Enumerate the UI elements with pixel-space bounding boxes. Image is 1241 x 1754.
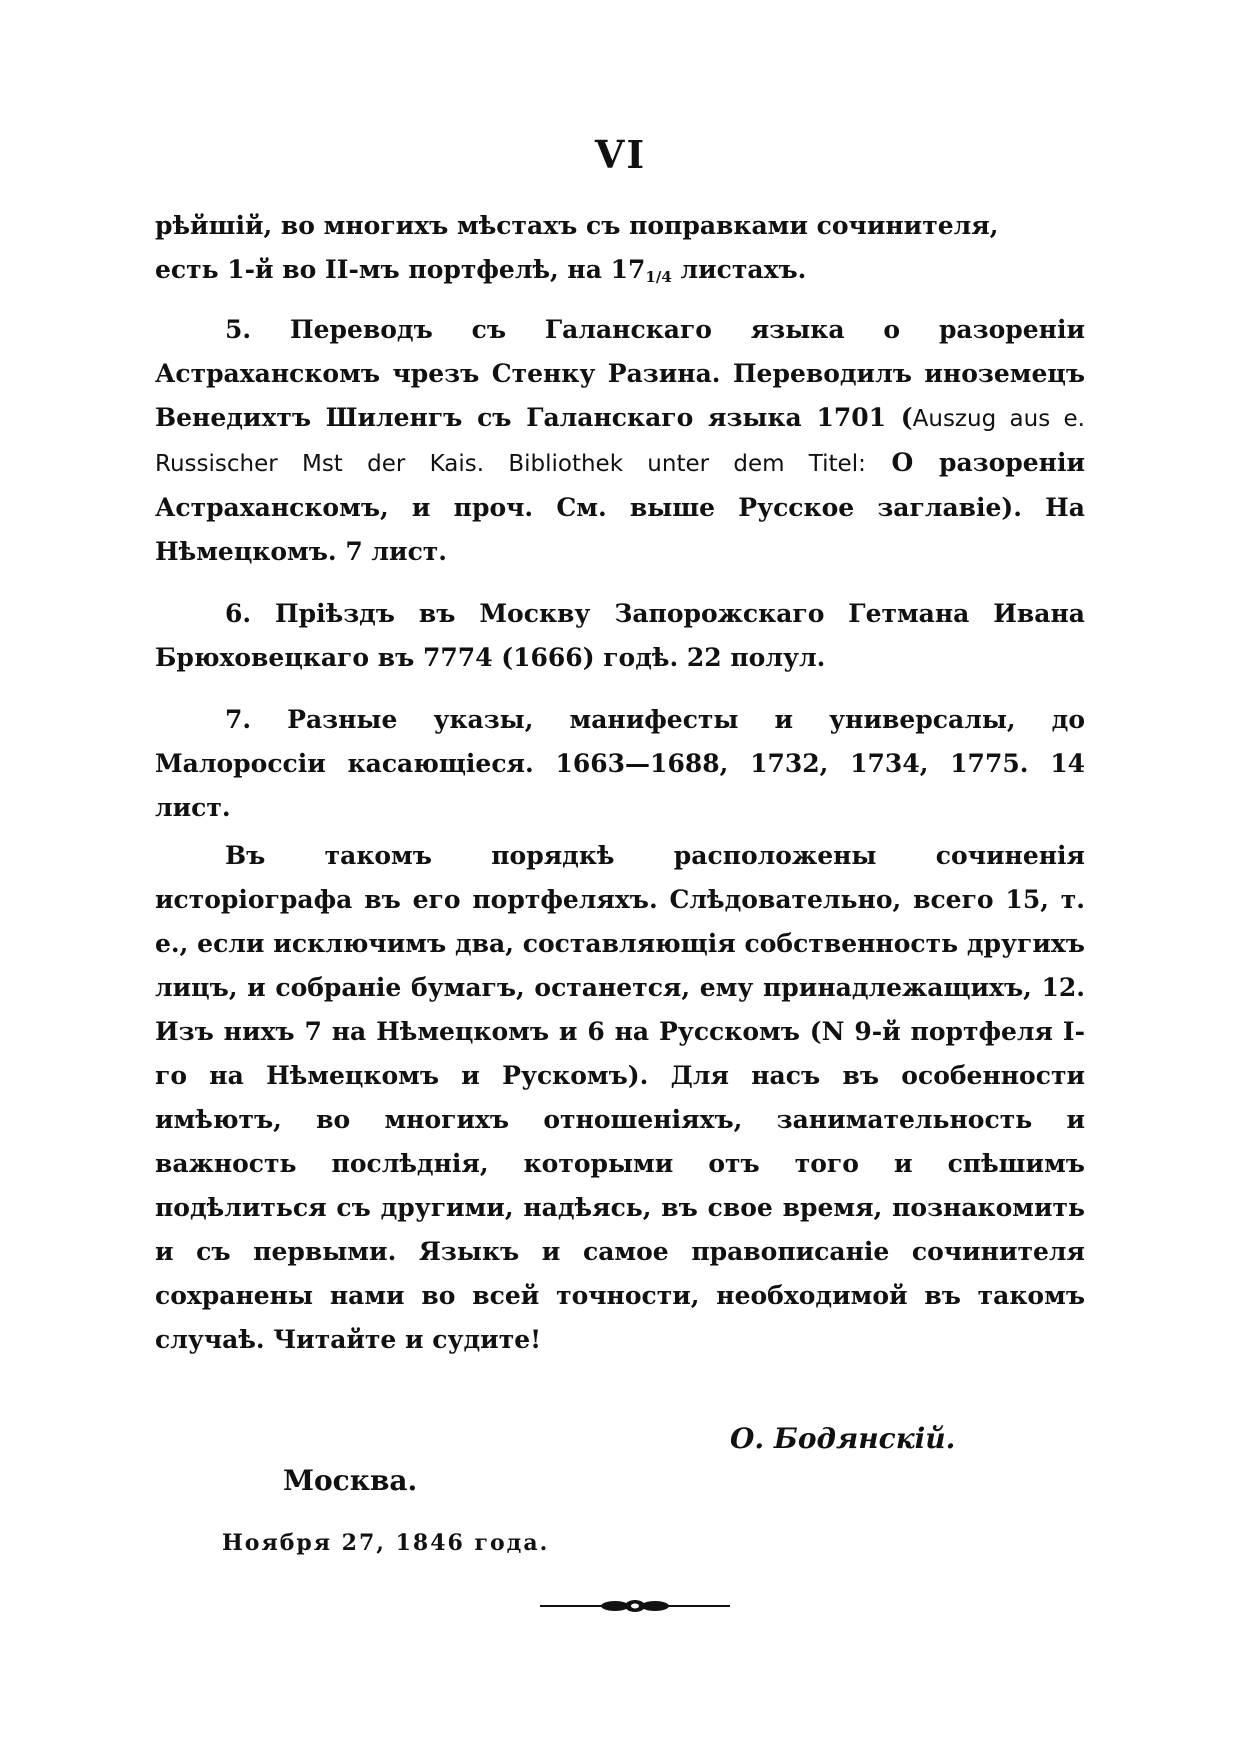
- fraction-subscript: 1/4: [645, 268, 672, 286]
- list-item-5: [155, 308, 1085, 574]
- item-7-text: 7. Разные указы, манифесты и универсалы, до Малороссіи касающіеся. 1663—1688, 1732, 1734, 1775. 14 лист.: [155, 705, 1085, 822]
- list-item-7: [155, 698, 1085, 830]
- date-line: Ноября 27, 1846 года.: [222, 1530, 550, 1556]
- main-paragraph: [155, 834, 1085, 1362]
- author-signature: О. Бодянскій.: [730, 1422, 956, 1455]
- list-item-6: [155, 592, 1085, 680]
- item-5-german-note: Auszug aus e. Russischer Mst der Kais. Bibliothek unter dem Titel:: [155, 406, 1085, 477]
- tailpiece-ornament-icon: [540, 1598, 730, 1614]
- continuation-line-2-end: листахъ.: [671, 255, 807, 284]
- page-number: VI: [594, 132, 647, 177]
- continuation-line-1: рѣйшій, во многихъ мѣстахъ съ поправками сочинителя,: [155, 211, 999, 240]
- item-6-text: 6. Пріѣздъ въ Москву Запорожскаго Гетмана Ивана Брюховецкаго въ 7774 (1666) годѣ. 22 полул.: [155, 599, 1085, 672]
- place-name: Москва.: [283, 1464, 418, 1497]
- continuation-paragraph: [155, 204, 1085, 299]
- item-5-text-end: О разореніи Астраханскомъ, и проч. См. выше Русское заглавіе). На Нѣмецкомъ. 7 лист.: [155, 448, 1086, 566]
- continuation-line-2-text: есть 1-й во II-мъ портфелѣ, на 17: [155, 255, 646, 284]
- main-paragraph-text: Въ такомъ порядкѣ расположены сочиненія исторіографа въ его портфеляхъ. Слѣдовательно, всего 15, т. е., если исключимъ два, составляющія собственность другихъ лицъ, и собраніе бумагъ, останется, ему принадлежащихъ, 12. Изъ нихъ 7 на Нѣмецкомъ и 6 на Русскомъ (N 9-й портфеля I-го на Нѣмецкомъ и Рускомъ). Для насъ въ особенности имѣютъ, во многихъ отношеніяхъ, занимательность и важность послѣднія, которыми отъ того и спѣшимъ подѣлиться съ другими, надѣясь, въ свое время, познакомить и съ первыми. Языкъ и самое правописаніе сочинителя сохранены нами во всей точности, необходимой въ такомъ случаѣ. Читайте и судите!: [155, 841, 1085, 1354]
- continuation-line-2: [155, 248, 1085, 299]
- item-5-text: 5. Переводъ съ Галанскаго языка о разореніи Астраханскомъ чрезъ Стенку Разина. Переводилъ иноземецъ Венедихтъ Шиленгъ съ Галанскаго языка 1701 (: [155, 315, 1085, 432]
